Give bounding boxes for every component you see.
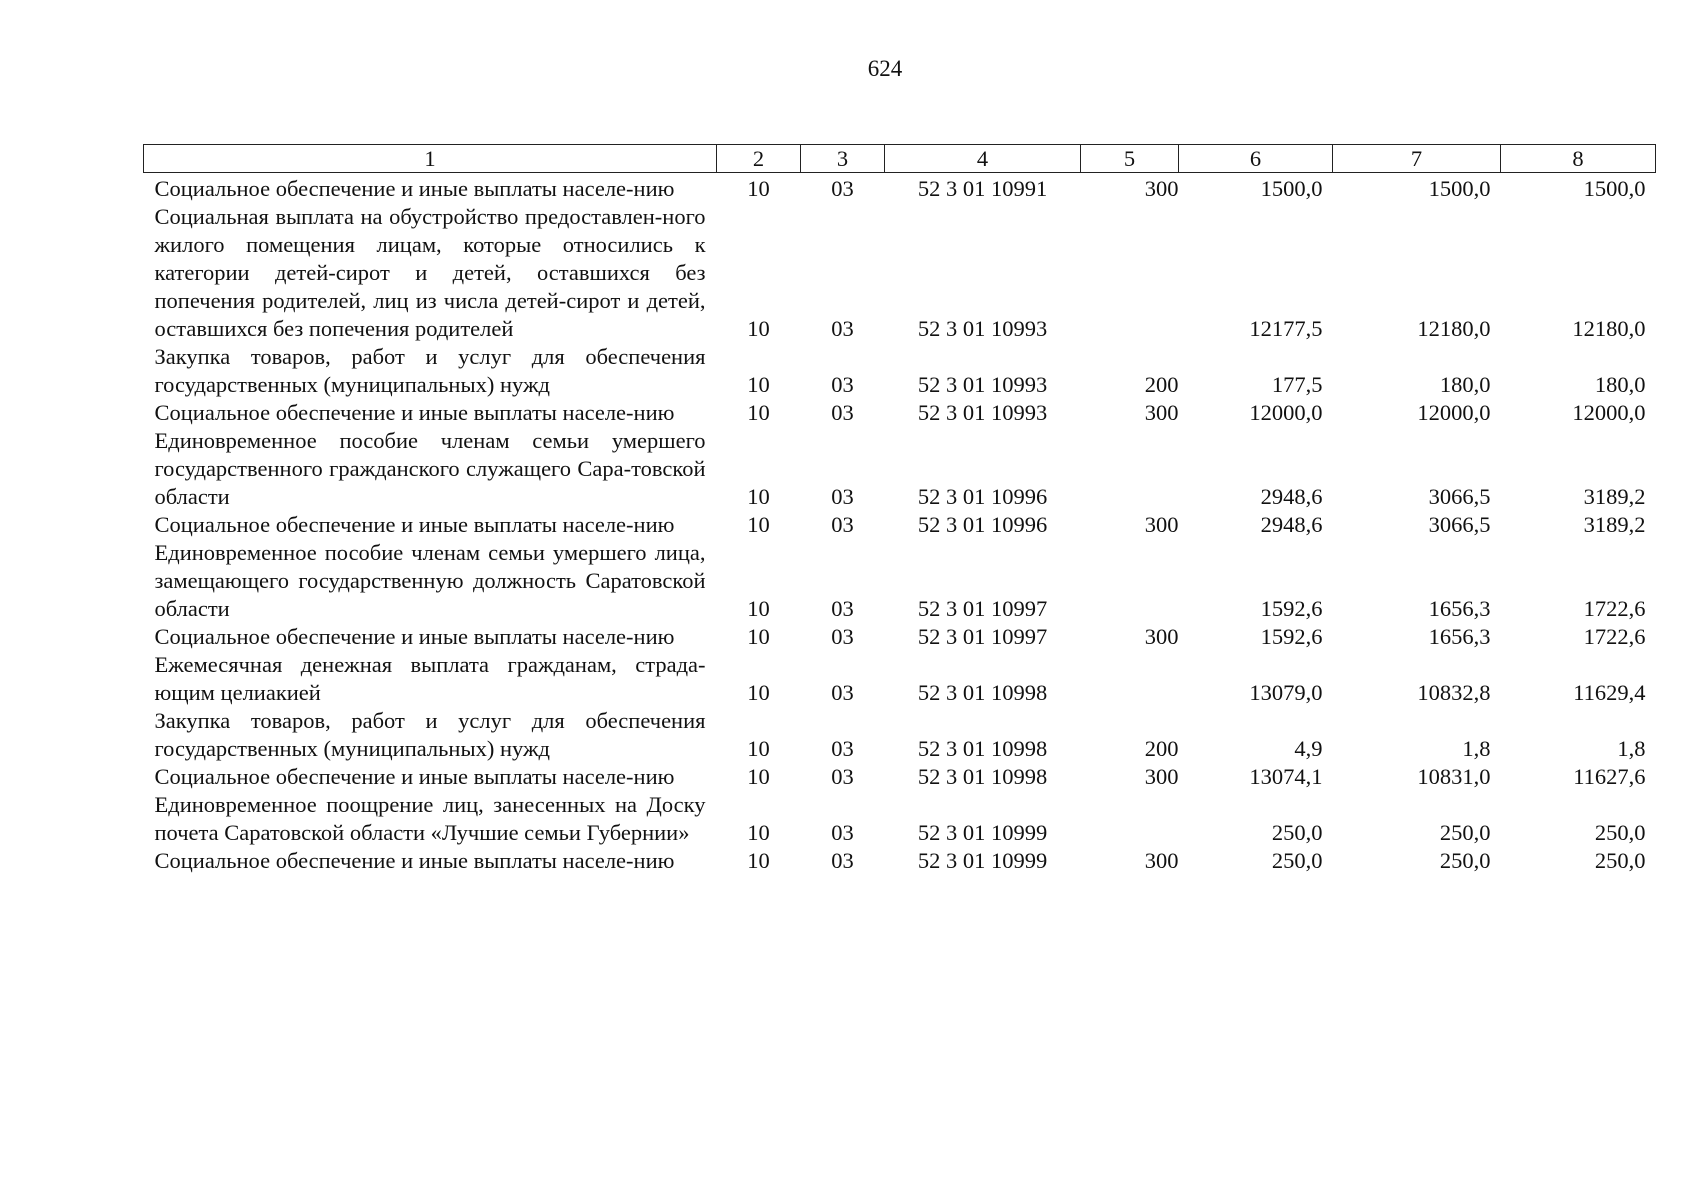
amount-year3-cell: 12000,0 [1572, 400, 1646, 425]
amount-year3-cell: 11629,4 [1573, 680, 1646, 705]
amount-year2-cell: 10831,0 [1417, 764, 1491, 789]
expense-name-text: Единовременное пособие членам семьи умершего лица, замещающего государственную должность Саратовской области [154, 540, 706, 621]
expense-name-cell [144, 791, 717, 847]
table-row [144, 707, 1656, 763]
expense-name-text: Социальное обеспечение и иные выплаты населе-нию [154, 176, 675, 201]
amount-year2-cell: 1,8 [1462, 736, 1491, 761]
section-code-cell: 10 [747, 624, 770, 649]
column-header: 2 [717, 145, 801, 173]
table-row [144, 427, 1656, 511]
expense-name-cell [144, 427, 717, 511]
subsection-code-cell: 03 [831, 484, 854, 509]
expense-type-cell: 300 [1144, 512, 1179, 537]
column-header: 3 [801, 145, 885, 173]
column-header: 1 [144, 145, 717, 173]
target-article-cell: 52 3 01 10996 [917, 512, 1048, 537]
table-row [144, 173, 1656, 204]
expense-name-text: Единовременное пособие членам семьи умершего государственного гражданского служащего Сара-товской области [154, 428, 706, 509]
amount-year1-cell: 4,9 [1294, 736, 1323, 761]
expense-type-cell [1081, 203, 1179, 343]
amount-year2-cell: 1656,3 [1428, 596, 1491, 621]
target-article-cell: 52 3 01 10999 [917, 848, 1048, 873]
amount-year1-cell: 12177,5 [1249, 316, 1323, 341]
expense-type-cell [1081, 651, 1179, 707]
budget-table [143, 144, 1656, 875]
target-article-cell: 52 3 01 10998 [917, 680, 1048, 705]
amount-year2-cell: 1656,3 [1428, 624, 1491, 649]
table-row [144, 539, 1656, 623]
expense-name-cell [144, 651, 717, 707]
expense-type-cell: 300 [1144, 400, 1179, 425]
column-header: 7 [1333, 145, 1501, 173]
section-code-cell: 10 [747, 680, 770, 705]
section-code-cell: 10 [747, 764, 770, 789]
expense-name-cell [144, 539, 717, 623]
page-number: 624 [867, 56, 903, 81]
amount-year1-cell: 1592,6 [1260, 596, 1323, 621]
column-header: 6 [1179, 145, 1333, 173]
section-code-cell: 10 [747, 512, 770, 537]
expense-name-text: Закупка товаров, работ и услуг для обеспечения государственных (муниципальных) нужд [154, 344, 706, 397]
expense-type-cell [1081, 791, 1179, 847]
column-header: 4 [885, 145, 1081, 173]
expense-type-cell: 300 [1144, 848, 1179, 873]
amount-year3-cell: 3189,2 [1583, 484, 1646, 509]
target-article-cell: 52 3 01 10998 [917, 736, 1048, 761]
table-row [144, 651, 1656, 707]
expense-name-text: Закупка товаров, работ и услуг для обеспечения государственных (муниципальных) нужд [154, 708, 706, 761]
amount-year1-cell: 2948,6 [1260, 484, 1323, 509]
amount-year2-cell: 250,0 [1439, 848, 1491, 873]
expense-name-cell [144, 707, 717, 763]
subsection-code-cell: 03 [831, 372, 854, 397]
amount-year1-cell: 1592,6 [1260, 624, 1323, 649]
subsection-code-cell: 03 [831, 400, 854, 425]
expense-name-cell [144, 203, 717, 343]
amount-year1-cell: 250,0 [1271, 820, 1323, 845]
subsection-code-cell: 03 [831, 176, 854, 201]
section-code-cell: 10 [747, 372, 770, 397]
section-code-cell: 10 [747, 736, 770, 761]
amount-year1-cell: 12000,0 [1249, 400, 1323, 425]
expense-name-cell [144, 399, 717, 427]
table-body [144, 173, 1656, 876]
table-row [144, 763, 1656, 791]
expense-type-cell: 300 [1144, 764, 1179, 789]
amount-year1-cell: 177,5 [1271, 372, 1323, 397]
target-article-cell: 52 3 01 10991 [917, 176, 1048, 201]
column-header: 5 [1081, 145, 1179, 173]
table-row [144, 203, 1656, 343]
expense-type-cell: 200 [1144, 372, 1179, 397]
amount-year3-cell: 3189,2 [1583, 512, 1646, 537]
target-article-cell: 52 3 01 10997 [917, 624, 1048, 649]
target-article-cell: 52 3 01 10999 [917, 820, 1048, 845]
amount-year2-cell: 1500,0 [1428, 176, 1491, 201]
table-row [144, 511, 1656, 539]
expense-name-cell [144, 511, 717, 539]
section-code-cell: 10 [747, 596, 770, 621]
subsection-code-cell: 03 [831, 316, 854, 341]
amount-year1-cell: 1500,0 [1260, 176, 1323, 201]
section-code-cell: 10 [747, 820, 770, 845]
amount-year2-cell: 10832,8 [1417, 680, 1491, 705]
table-row [144, 343, 1656, 399]
expense-name-text: Социальное обеспечение и иные выплаты населе-нию [154, 400, 675, 425]
amount-year3-cell: 1500,0 [1583, 176, 1646, 201]
expense-type-cell: 200 [1144, 736, 1179, 761]
subsection-code-cell: 03 [831, 736, 854, 761]
amount-year3-cell: 11627,6 [1573, 764, 1646, 789]
expense-name-cell [144, 763, 717, 791]
table-row [144, 623, 1656, 651]
amount-year1-cell: 250,0 [1271, 848, 1323, 873]
expense-name-cell [144, 847, 717, 875]
amount-year3-cell: 1,8 [1617, 736, 1646, 761]
subsection-code-cell: 03 [831, 680, 854, 705]
amount-year3-cell: 180,0 [1594, 372, 1646, 397]
expense-name-cell [144, 173, 717, 204]
table-row [144, 399, 1656, 427]
expense-name-text: Социальное обеспечение и иные выплаты населе-нию [154, 848, 675, 873]
expense-name-text: Социальное обеспечение и иные выплаты населе-нию [154, 764, 675, 789]
amount-year1-cell: 13074,1 [1249, 764, 1323, 789]
expense-type-cell: 300 [1144, 176, 1179, 201]
expense-name-text: Социальное обеспечение и иные выплаты населе-нию [154, 512, 675, 537]
amount-year2-cell: 3066,5 [1428, 512, 1491, 537]
amount-year3-cell: 250,0 [1594, 820, 1646, 845]
amount-year1-cell: 13079,0 [1249, 680, 1323, 705]
target-article-cell: 52 3 01 10998 [917, 764, 1048, 789]
expense-name-text: Единовременное поощрение лиц, занесенных на Доску почета Саратовской области «Лучшие семьи Губернии» [154, 792, 706, 845]
amount-year3-cell: 12180,0 [1572, 316, 1646, 341]
expense-name-text: Социальное обеспечение и иные выплаты населе-нию [154, 624, 675, 649]
amount-year2-cell: 250,0 [1439, 820, 1491, 845]
subsection-code-cell: 03 [831, 596, 854, 621]
expense-type-cell [1081, 427, 1179, 511]
expense-type-cell: 300 [1144, 624, 1179, 649]
target-article-cell: 52 3 01 10996 [917, 484, 1048, 509]
expense-name-text: Социальная выплата на обустройство предоставлен-ного жилого помещения лицам, которые относились к категории детей-сирот и детей, оставшихся без попечения родителей, лиц из числа детей-сирот и детей, оставшихся без попечения родителей [154, 204, 706, 341]
target-article-cell: 52 3 01 10993 [917, 400, 1048, 425]
expense-type-cell [1081, 539, 1179, 623]
section-code-cell: 10 [747, 400, 770, 425]
section-code-cell: 10 [747, 176, 770, 201]
amount-year2-cell: 180,0 [1439, 372, 1491, 397]
expense-name-cell [144, 623, 717, 651]
target-article-cell: 52 3 01 10997 [917, 596, 1048, 621]
section-code-cell: 10 [747, 484, 770, 509]
table-row [144, 791, 1656, 847]
subsection-code-cell: 03 [831, 512, 854, 537]
target-article-cell: 52 3 01 10993 [917, 372, 1048, 397]
amount-year3-cell: 1722,6 [1583, 624, 1646, 649]
subsection-code-cell: 03 [831, 848, 854, 873]
amount-year3-cell: 1722,6 [1583, 596, 1646, 621]
column-number-row [144, 145, 1656, 173]
section-code-cell: 10 [747, 316, 770, 341]
subsection-code-cell: 03 [831, 624, 854, 649]
target-article-cell: 52 3 01 10993 [917, 316, 1048, 341]
table-row [144, 847, 1656, 875]
amount-year2-cell: 3066,5 [1428, 484, 1491, 509]
amount-year2-cell: 12180,0 [1417, 316, 1491, 341]
expense-name-cell [144, 343, 717, 399]
subsection-code-cell: 03 [831, 764, 854, 789]
subsection-code-cell: 03 [831, 820, 854, 845]
section-code-cell: 10 [747, 848, 770, 873]
amount-year3-cell: 250,0 [1594, 848, 1646, 873]
amount-year1-cell: 2948,6 [1260, 512, 1323, 537]
column-header: 8 [1501, 145, 1656, 173]
amount-year2-cell: 12000,0 [1417, 400, 1491, 425]
expense-name-text: Ежемесячная денежная выплата гражданам, страда-ющим целиакией [154, 652, 706, 705]
